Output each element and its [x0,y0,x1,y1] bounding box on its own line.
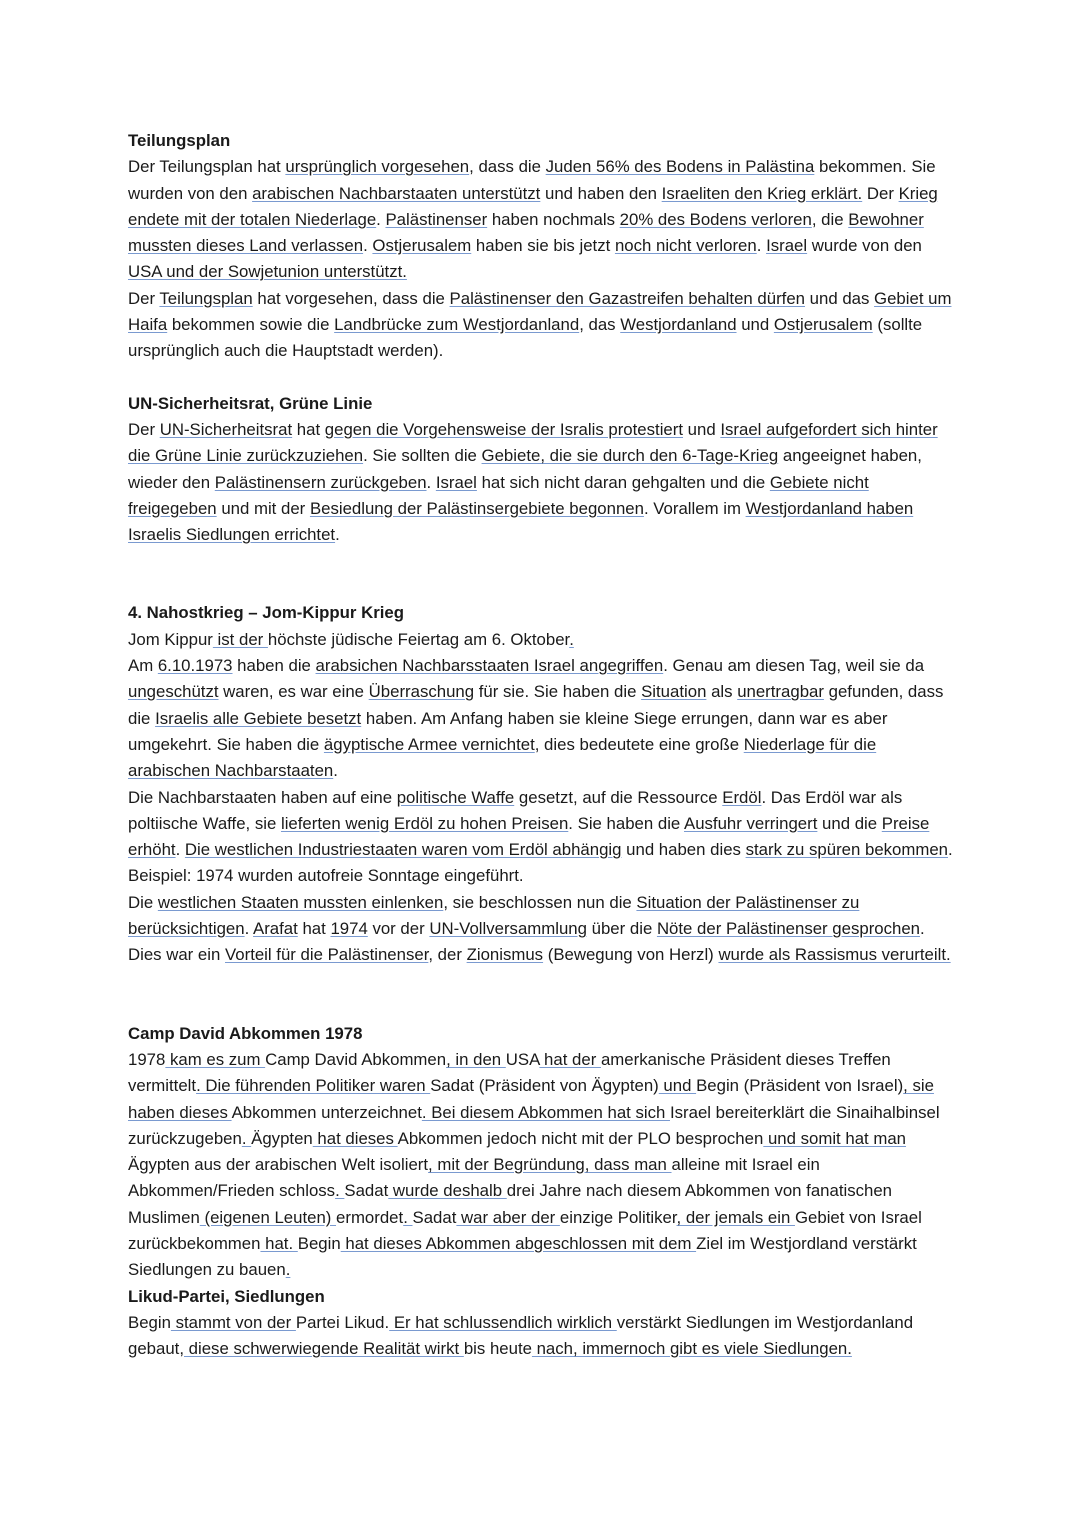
underlined-phrase: Westjordanland haben Israelis Siedlungen errichtet [128,498,914,545]
underlined-phrase: Preise erhöht [128,813,930,860]
underlined-phrase: unertragbar [737,682,824,702]
paragraph [128,154,958,285]
underlined-phrase: westlichen Staaten mussten einlenken [157,892,444,912]
text-run: und [683,419,721,439]
paragraph [128,1047,958,1284]
underlined-phrase: hat. [260,1233,298,1253]
text-run: ermordet [336,1207,404,1227]
text-run: Sadat [412,1207,457,1227]
underlined-phrase: nach, immernoch gibt es viele Siedlungen. [531,1339,852,1359]
text-run: Abkommen jedoch nicht mit der PLO besprochen [397,1128,764,1148]
text-run: Jom Kippur [128,629,213,649]
underlined-phrase: Arafat [253,919,298,939]
text-run: angeeignet haben, wieder den [128,446,922,492]
underlined-phrase: Israel aufgefordert sich hinter die Grüne Linie zurückzuziehen [128,419,938,466]
underlined-phrase: wurde deshalb [388,1181,507,1201]
text-run: verstärkt Siedlungen im Westjordanland gebaut, [128,1312,914,1359]
text-run: . Dies war ein [128,919,925,965]
section-jom-kippur-krieg [128,600,958,968]
text-run: hat sich nicht daran gehgalten und die [476,472,770,492]
underlined-phrase: Palästinenser den Gazastreifen behalten dürfen [449,288,805,308]
underlined-phrase: UN-Sicherheitsrat [159,419,293,439]
text-run: wurde von den [807,236,922,256]
section-un-sicherheitsrat [128,391,958,549]
text-run: Die [128,892,158,912]
underlined-phrase: Situation [641,682,707,702]
text-run: Ziel im Westjordland verstärkt Siedlungen zu bauen [128,1233,917,1280]
underlined-phrase: Ausfuhr verringert [684,813,818,833]
text-run: . [363,236,373,256]
paragraph [128,627,958,653]
text-run: . Das Erdöl war als poltiische Waffe, sie [128,787,903,833]
section-heading: UN-Sicherheitsrat, Grüne Linie [128,393,373,413]
underlined-phrase: . [403,1207,413,1227]
text-run: und das [805,288,875,308]
text-run: . Vorallem im [643,498,746,518]
underlined-phrase: 6.10.1973 [157,656,233,676]
underlined-phrase: . [569,629,574,649]
text-run: bekommen. Sie wurden von den [128,157,936,203]
text-run: . [376,209,386,229]
underlined-phrase: 1974 [330,919,368,939]
underlined-phrase: . Bei diesem Abkommen hat sich [421,1102,670,1122]
text-run: gesetzt, auf die Ressource [514,787,723,807]
underlined-phrase: ursprünglich vorgesehen [285,157,470,177]
underlined-phrase: Bewohner mussten dieses Land verlassen [128,209,924,256]
text-run: alleine mit Israel ein Abkommen/Frieden schloss [128,1155,820,1201]
underlined-phrase: Israeliten den Krieg erklärt. [661,183,863,203]
underlined-phrase: Landbrücke zum Westjordanland [334,315,580,335]
underlined-phrase: , der jemals ein [676,1207,795,1227]
text-run: Ägypten aus der arabischen Welt isoliert [128,1155,429,1175]
paragraph [128,785,958,890]
underlined-phrase: Palästinenser [385,209,488,229]
underlined-phrase: noch nicht verloren [614,236,757,256]
section-camp-david [128,1021,958,1284]
paragraph [128,286,958,365]
text-run: Gebiet von Israel zurückbekommen [128,1207,922,1253]
underlined-phrase: ungeschützt [128,682,219,702]
text-run: bekommen sowie die [167,315,335,335]
underlined-phrase: Gebiete nicht freigegeben [128,472,869,518]
underlined-phrase: politische Waffe [396,787,515,807]
text-run: USA [505,1049,540,1069]
underlined-phrase: UN-Vollversammlung [429,919,587,939]
text-run: Am [128,656,158,676]
underlined-phrase: stammt von der [170,1312,296,1332]
underlined-phrase: Teilungsplan [159,288,253,308]
text-run: Der [128,419,160,439]
text-run: . [175,840,185,860]
text-run: . [756,236,767,256]
section-heading: 4. Nahostkrieg – Jom-Kippur Krieg [128,603,405,623]
text-run: Israel bereiterklärt die Sinaihalbinsel zurückzugeben [128,1102,940,1148]
underlined-phrase: diese schwerwiegende Realität wirkt [184,1339,464,1359]
text-run: . [335,525,340,545]
underlined-phrase: hat der [539,1049,601,1069]
text-run: höchste jüdische Feiertag am 6. Oktober [267,629,570,649]
underlined-phrase: , sie haben dieses [128,1076,934,1122]
text-run: waren, es war eine [218,682,369,702]
text-run: und mit der [216,498,310,518]
text-run: . Sie sollten die [363,446,482,466]
text-run: . Sie haben die [568,813,684,833]
text-run: und [736,315,774,335]
underlined-phrase: Vorteil für die Palästinenser [225,945,429,965]
text-run: , sie beschlossen nun die [443,892,637,912]
underlined-phrase: stark zu spüren bekommen [745,840,948,860]
underlined-phrase: Gebiete, die sie durch den 6-Tage-Krieg [481,446,779,466]
text-run: bis heute [463,1339,532,1359]
paragraph [128,890,958,969]
paragraph [128,653,958,784]
text-run: 1978 [128,1049,166,1069]
underlined-phrase: . Die führenden Politiker waren [196,1076,431,1096]
text-run: Ägypten [251,1128,313,1148]
underlined-phrase: Krieg endete mit der totalen Niederlage [128,183,938,229]
underlined-phrase: und somit hat man [763,1128,907,1148]
underlined-phrase: ägyptische Armee vernichtet [323,734,535,754]
underlined-phrase: kam es zum [165,1049,266,1069]
text-run: hat [292,419,325,439]
text-run: drei Jahre nach diesem Abkommen von fanatischen Muslimen [128,1181,892,1227]
text-run: , der [428,945,467,965]
text-run: (sollte ursprünglich auch die Hauptstadt werden). [128,315,923,361]
text-run: Abkommen unterzeichnet [231,1102,422,1122]
text-run: Partei Likud. [295,1312,390,1332]
text-run: haben nochmals [487,209,620,229]
underlined-phrase: Besiedlung der Palästinsergebiete begonnen [309,498,644,518]
text-run: Der [862,183,899,203]
underlined-phrase: lieferten wenig Erdöl zu hohen Preisen [280,813,569,833]
underlined-phrase: arabischen Nachbarstaaten unterstützt [252,183,541,203]
text-run: Camp David Abkommen [265,1049,447,1069]
text-run: einzige Politiker [559,1207,677,1227]
underlined-phrase: ist der [212,629,268,649]
text-run: Die Nachbarstaaten haben auf eine [128,787,397,807]
underlined-phrase: Ostjerusalem [773,315,873,335]
underlined-phrase: Gebiet um Haifa [128,288,952,335]
underlined-phrase: 20% des Bodens verloren [619,209,812,229]
text-run: als [706,682,738,702]
text-run: und haben den [540,183,662,203]
underlined-phrase: gegen die Vorgehensweise der Isralis protestiert [324,419,684,439]
text-run: , dies bedeutete eine große [534,734,744,754]
underlined-phrase: Israel [766,236,808,256]
text-run: über die [586,919,657,939]
text-run: und haben dies [621,840,746,860]
text-run: und die [817,813,882,833]
text-run: , das [579,315,621,335]
text-run: für sie. Sie haben die [474,682,642,702]
text-run: haben sie bis jetzt [471,236,615,256]
underlined-phrase: . [335,1181,345,1201]
underlined-phrase: , in den [446,1049,506,1069]
paragraph [128,1310,958,1363]
underlined-phrase: Er hat schlussendlich wirklich [389,1312,617,1332]
section-teilungsplan [128,128,958,365]
underlined-phrase: Erdöl [722,787,762,807]
underlined-phrase: Die westlichen Industriestaaten waren vom Erdöl abhängig [184,840,622,860]
text-run: vor der [367,919,430,939]
text-run: hat [297,919,331,939]
underlined-phrase: USA und der Sowjetunion unterstützt. [128,262,407,282]
underlined-phrase: Überraschung [368,682,475,702]
text-run: . [333,761,338,781]
underlined-phrase: Zionismus [466,945,544,965]
underlined-phrase: . [241,1128,252,1148]
underlined-phrase: hat dieses Abkommen abgeschlossen mit dem [340,1233,697,1253]
underlined-phrase: (eigenen Leuten) [199,1207,337,1227]
text-run: (Bewegung von Herzl) [543,945,719,965]
text-run: Sadat [344,1181,389,1201]
underlined-phrase: Juden 56% des Bodens in Palästina [545,157,815,177]
text-run: gefunden, dass die [128,682,944,728]
underlined-phrase: war aber der [456,1207,560,1227]
text-run: Begin [128,1312,171,1332]
text-run: Begin (Präsident von Israel) [696,1076,904,1096]
text-run: amerkanische Präsident dieses Treffen vermittelt [128,1049,891,1096]
paragraph [128,417,958,548]
underlined-phrase: hat dieses [312,1128,398,1148]
underlined-phrase: Westjordanland [620,315,737,335]
text-run: Der [128,288,160,308]
underlined-phrase: arabsichen Nachbarsstaaten Israel angegriffen [315,656,664,676]
underlined-phrase: Situation der Palästinenser zu berücksichtigen [128,892,860,939]
section-heading: Teilungsplan [128,131,231,150]
underlined-phrase: Ostjerusalem [372,236,472,256]
text-run: haben. Am Anfang haben sie kleine Siege errungen, dann war es aber umgekehrt. Sie haben die [128,708,888,754]
text-run: , dass die [469,157,546,177]
section-likud-partei [128,1284,958,1363]
document-page [128,128,958,1362]
underlined-phrase: wurde als Rassismus verurteilt. [718,945,951,965]
text-run: haben die [232,656,316,676]
underlined-phrase: und [658,1076,697,1096]
text-run: . [244,919,254,939]
text-run: . Beispiel: 1974 wurden autofreie Sonntage eingeführt. [128,840,953,886]
underlined-phrase: Israelis alle Gebiete besetzt [155,708,362,728]
underlined-phrase: , mit der Begründung, dass man [428,1155,672,1175]
section-heading: Camp David Abkommen 1978 [128,1023,363,1043]
underlined-phrase: Palästinensern zurückgeben [214,472,427,492]
underlined-phrase: Niederlage für die arabischen Nachbarstaaten [128,734,877,781]
text-run: hat vorgesehen, dass die [252,288,450,308]
text-run: Der Teilungsplan hat [128,157,286,177]
text-run: Sadat (Präsident von Ägypten) [430,1076,659,1096]
underlined-phrase: Nöte der Palästinenser gesprochen [656,919,921,939]
underlined-phrase: . [285,1260,291,1280]
section-heading: Likud-Partei, Siedlungen [128,1286,325,1306]
text-run: Begin [297,1233,341,1253]
underlined-phrase: Israel [435,472,477,492]
text-run: . Genau am diesen Tag, weil sie da [663,656,925,676]
text-run: , die [811,209,849,229]
text-run: . [426,472,436,492]
